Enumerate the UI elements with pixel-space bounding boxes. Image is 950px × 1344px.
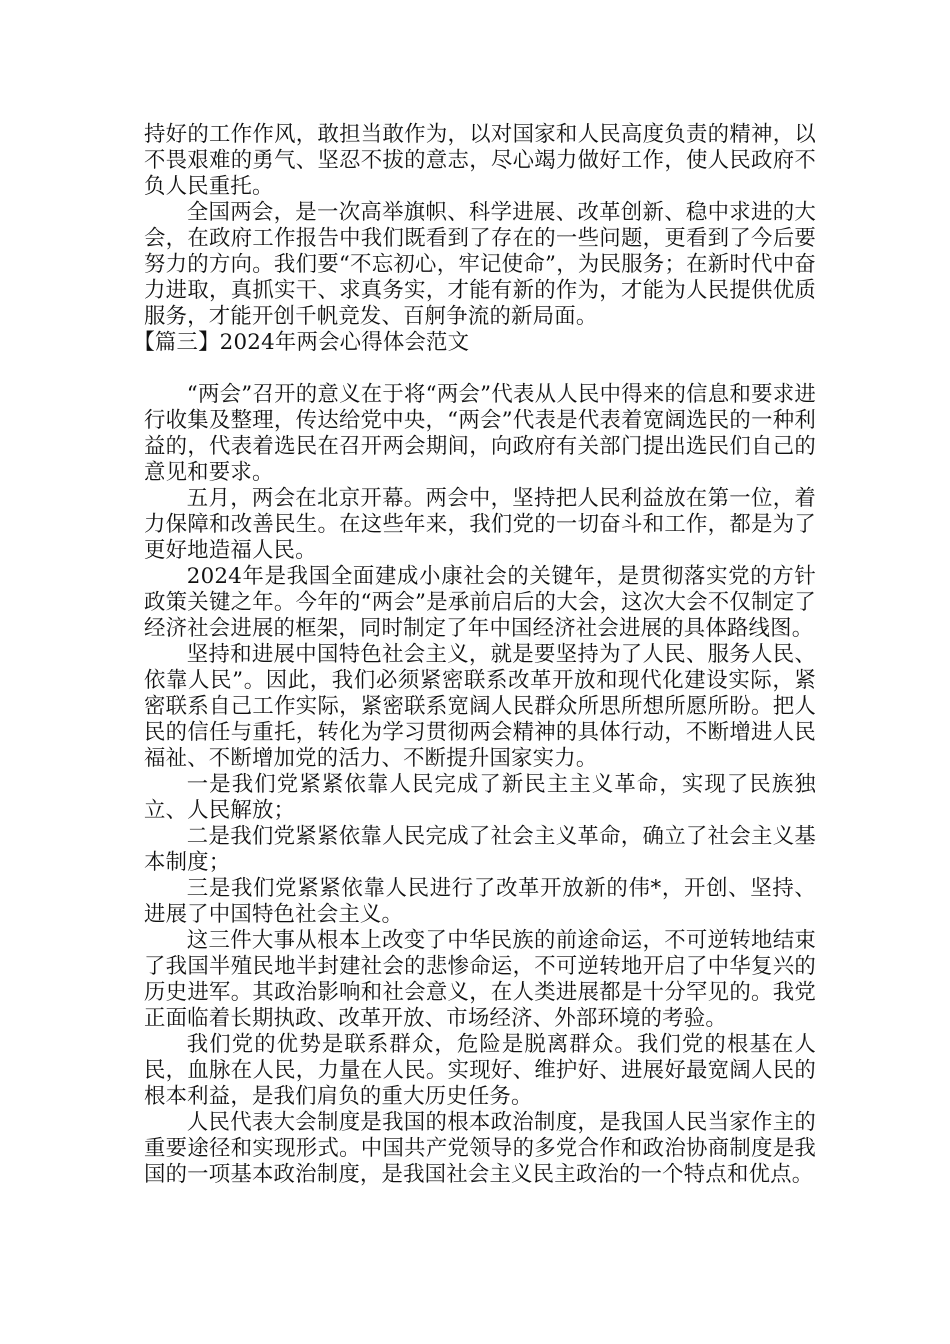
- section-paragraph: “两会”召开的意义在于将“两会”代表从人民中得来的信息和要求进行收集及整理，传达给党中央，“两会”代表是代表着宽阔选民的一种利益的，代表着选民在召开两会期间，向政府有关部门提出选民们自己的意见和要求。: [144, 382, 816, 485]
- section-paragraph: 坚持和进展中国特色社会主义，就是要坚持为了人民、服务人民、依靠人民”。因此，我们必须紧密联系改革开放和现代化建设实际，紧密联系自己工作实际，紧密联系宽阔人民群众所思所想所愿所盼。把人民的信任与重托，转化为学习贯彻两会精神的具体行动，不断增进人民福祉、不断增加党的活力、不断提升国家实力。: [144, 642, 816, 771]
- section-paragraph: 三是我们党紧紧依靠人民进行了改革开放新的伟*，开创、坚持、进展了中国特色社会主义。: [144, 876, 816, 927]
- continuation-paragraph: 持好的工作作风，敢担当敢作为，以对国家和人民高度负责的精神，以不畏艰难的勇气、坚忍不拔的意志，尽心竭力做好工作，使人民政府不负人民重托。: [144, 122, 816, 199]
- section-paragraph: 一是我们党紧紧依靠人民完成了新民主主义革命，实现了民族独立、人民解放；: [144, 772, 816, 823]
- paragraph-two-sessions-summary: 全国两会，是一次高举旗帜、科学进展、改革创新、稳中求进的大会，在政府工作报告中我们既看到了存在的一些问题，更看到了今后要努力的方向。我们要“不忘初心，牢记使命”，为民服务；在新时代中奋力进取，真抓实干、求真务实，才能有新的作为，才能为人民提供优质服务，才能开创千帆竞发、百舸争流的新局面。: [144, 200, 816, 329]
- section-paragraph: 这三件大事从根本上改变了中华民族的前途命运，不可逆转地结束了我国半殖民地半封建社会的悲惨命运，不可逆转地开启了中华复兴的历史进军。其政治影响和社会意义，在人类进展都是十分罕见的。我党正面临着长期执政、改革开放、市场经济、外部环境的考验。: [144, 928, 816, 1031]
- section-paragraph: 人民代表大会制度是我国的根本政治制度，是我国人民当家作主的重要途径和实现形式。中国共产党领导的多党合作和政治协商制度是我国的一项基本政治制度，是我国社会主义民主政治的一个特点和优点。: [144, 1110, 816, 1187]
- section-heading: 【篇三】2024年两会心得体会范文: [133, 330, 470, 355]
- section-paragraph: 二是我们党紧紧依靠人民完成了社会主义革命，确立了社会主义基本制度；: [144, 824, 816, 875]
- document-body: [133, 122, 816, 1188]
- section-paragraph: 2024年是我国全面建成小康社会的关键年，是贯彻落实党的方针政策关键之年。今年的“两会”是承前启后的大会，这次大会不仅制定了经济社会进展的框架，同时制定了年中国经济社会进展的具体路线图。: [144, 564, 816, 641]
- section-paragraph: 我们党的优势是联系群众，危险是脱离群众。我们党的根基在人民，血脉在人民，力量在人民。实现好、维护好、进展好最宽阔人民的根本利益，是我们肩负的重大历史任务。: [144, 1032, 816, 1109]
- section-paragraph: 五月，两会在北京开幕。两会中，坚持把人民利益放在第一位，着力保障和改善民生。在这些年来，我们党的一切奋斗和工作，都是为了更好地造福人民。: [144, 486, 816, 563]
